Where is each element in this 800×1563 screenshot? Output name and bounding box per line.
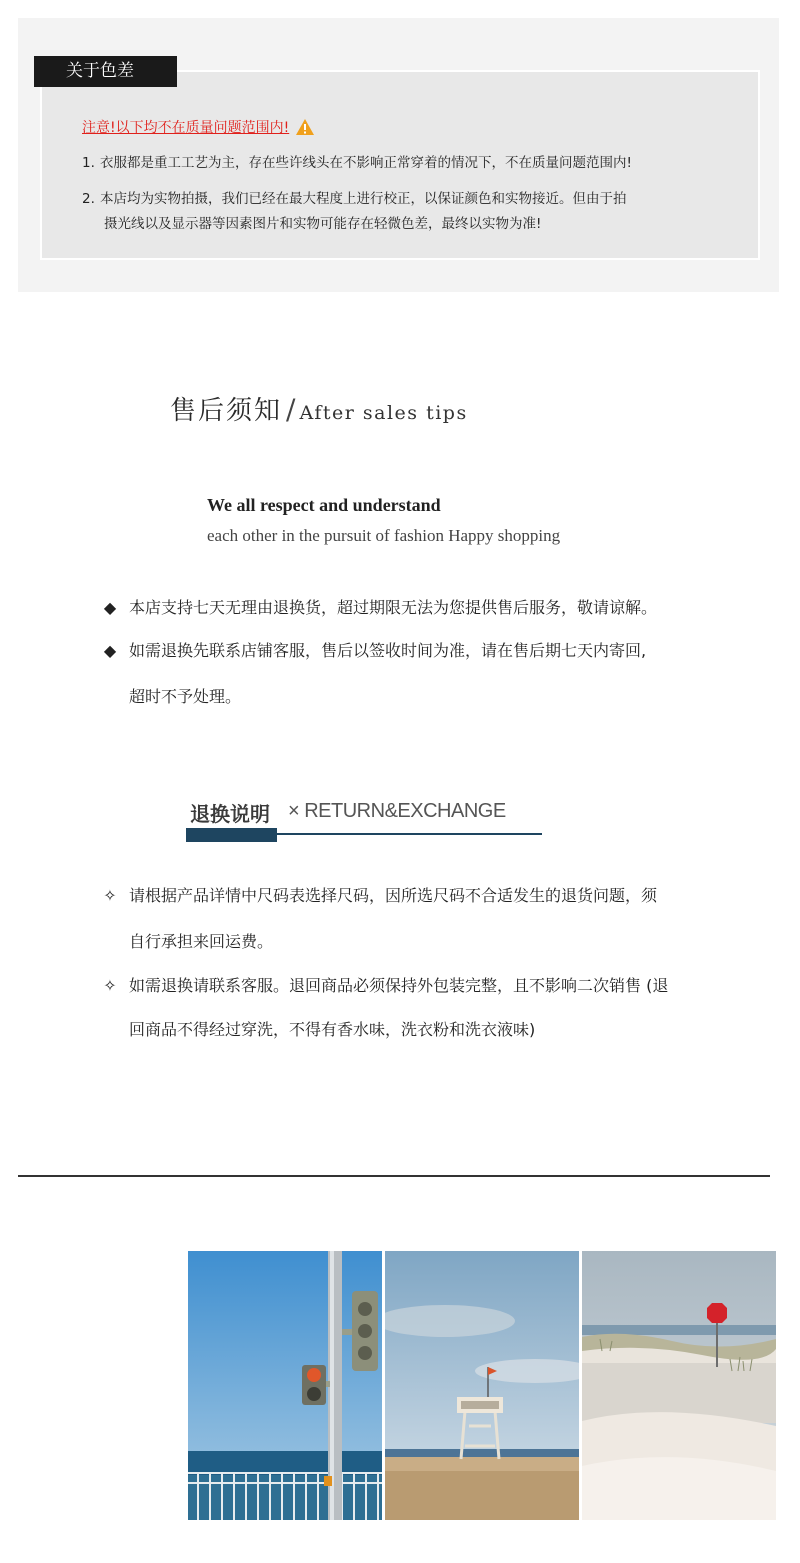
color-notice-item-1: 1. 衣服都是重工工艺为主，存在些许线头在不影响正常穿着的情况下，不在质量问题范围内! [82, 155, 632, 171]
warning-triangle-icon [295, 118, 315, 136]
return-exchange-title-cn: 退换说明 [190, 802, 270, 826]
lifeguard-tower-beach-photo [385, 1251, 579, 1520]
color-notice-tag: 关于色差 [34, 56, 177, 87]
traffic-light-seaside-photo [188, 1251, 382, 1520]
warning-text: 注意!以下均不在质量问题范围内! [82, 120, 290, 136]
color-notice-warning [82, 117, 315, 137]
return-exchange-accent-bar [186, 828, 277, 842]
diamond-bullet-icon: ◆ [103, 641, 117, 660]
return-exchange-underline [277, 833, 542, 835]
return-exchange-title-en: × RETURN&EXCHANGE [288, 800, 506, 822]
sparkle-bullet-icon: ✧ [103, 886, 117, 905]
after-sales-title: 售后须知 / After sales tips [170, 393, 468, 426]
stop-sign-dunes-photo [582, 1251, 776, 1520]
color-notice-item-2: 2. 本店均为实物拍摄，我们已经在最大程度上进行校正，以保证颜色和实物接近。但由于拍 摄光线以及显示器等因素图片和实物可能存在轻微色差，最终以实物为准! [82, 191, 627, 232]
diamond-bullet-icon: ◆ [103, 598, 117, 617]
section-divider [18, 1175, 770, 1177]
respect-line-2: each other in the pursuit of fashion Happy shopping [207, 526, 561, 545]
respect-line-1: We all respect and understand [207, 495, 441, 515]
sparkle-bullet-icon: ✧ [103, 976, 117, 995]
